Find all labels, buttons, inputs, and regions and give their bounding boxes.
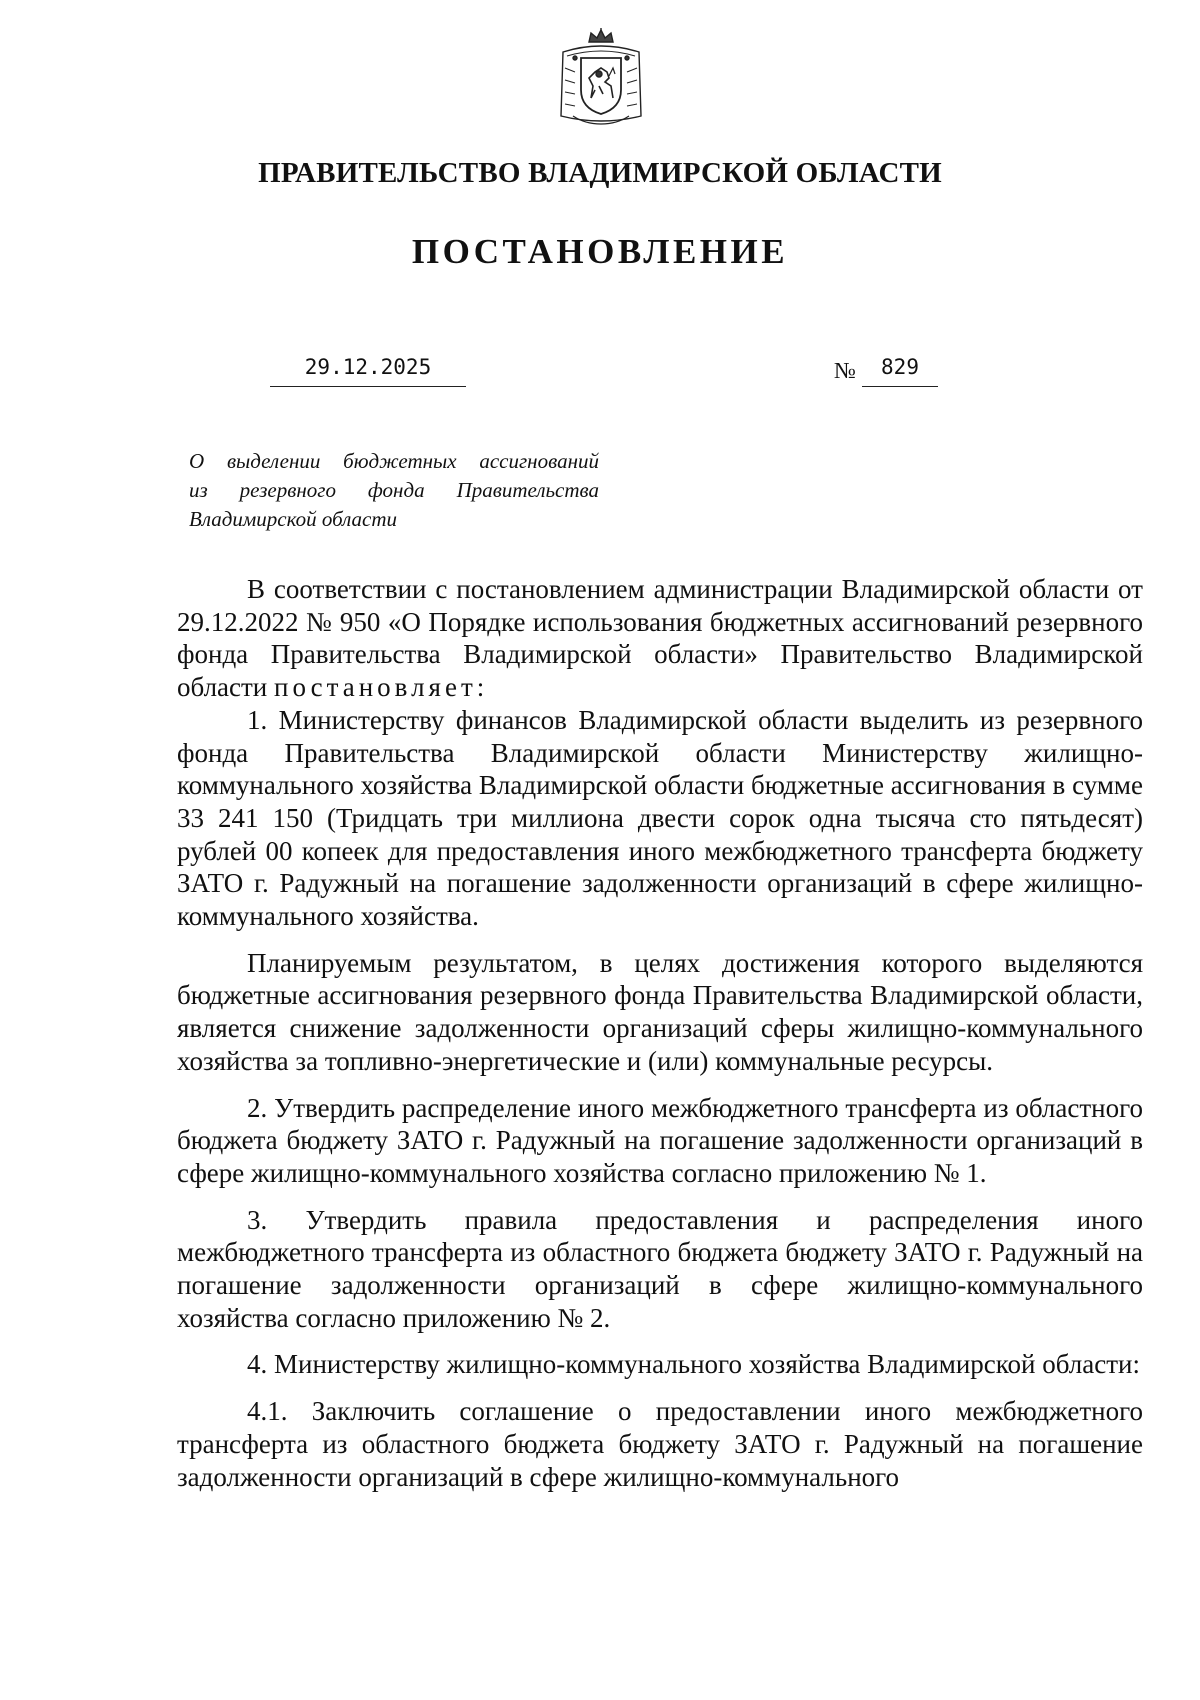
decree-word: постановляет: bbox=[274, 672, 489, 703]
document-date: 29.12.2025 bbox=[270, 352, 466, 387]
subject-line: Владимирской области bbox=[189, 507, 398, 531]
paragraph-planned-result: Планируемым результатом, в целях достижения которого выделяются бюджетные ассигнования резервного фонда Правительства Владимирской области, является снижение задолженности организаций сферы жилищно-коммунального хозяйства за топливно-энергетические и (или) коммунальные ресурсы. bbox=[177, 947, 1143, 1076]
paragraph-item-3: 3. Утвердить правила предоставления и распределения иного межбюджетного трансферта из областного бюджета бюджету ЗАТО г. Радужный на погашение задолженности организаций в сфере жилищно-коммунального хозяйства согласно приложению № 2. bbox=[177, 1204, 1143, 1333]
number-sign: № bbox=[834, 358, 856, 383]
subject-line: из резервного фонда Правительства bbox=[189, 478, 599, 502]
paragraph-item-4-1: 4.1. Заключить соглашение о предоставлении иного межбюджетного трансферта из областного бюджета бюджету ЗАТО г. Радужный на погашение задолженности организаций в сфере жилищно-коммунального bbox=[177, 1396, 1143, 1492]
document-body bbox=[177, 573, 1143, 1493]
document-number: 829 bbox=[862, 352, 938, 387]
document-type-title: ПОСТАНОВЛЕНИЕ bbox=[411, 232, 789, 271]
preamble-paragraph bbox=[177, 573, 1143, 704]
paragraph-item-2: 2. Утвердить распределение иного межбюджетного трансферта из областного бюджета бюджету ЗАТО г. Радужный на погашение задолженности организаций в сфере жилищно-коммунального хозяйства согласно приложению № 1. bbox=[177, 1092, 1143, 1188]
organization-name: ПРАВИТЕЛЬСТВО ВЛАДИМИРСКОЙ ОБЛАСТИ bbox=[258, 157, 942, 189]
paragraph-item-4: 4. Министерству жилищно-коммунального хозяйства Владимирской области: bbox=[247, 1349, 1140, 1380]
paragraph-item-1: 1. Министерству финансов Владимирской области выделить из резервного фонда Правительства Владимирской области Министерству жилищно-коммунального хозяйства Владимирской области бюджетные ассигнования в сумме 33 241 150 (Тридцать три миллиона двести сорок одна тысяча сто пятьдесят) рублей 00 копеек для предоставления иного межбюджетного трансферта бюджету ЗАТО г. Радужный на погашение задолженности организаций в сфере жилищно-коммунального хозяйства. bbox=[177, 704, 1143, 932]
subject-line: О выделении бюджетных ассигнований bbox=[189, 449, 599, 473]
coat-of-arms-emblem bbox=[555, 28, 647, 128]
preamble-text: В соответствии с постановлением администрации Владимирской области от 29.12.2022 № 950 «О Порядке использования бюджетных ассигнований резервного фонда Правительства Владимирской области» Правительство Владимирской области bbox=[177, 574, 1143, 703]
document-subject bbox=[189, 447, 599, 534]
